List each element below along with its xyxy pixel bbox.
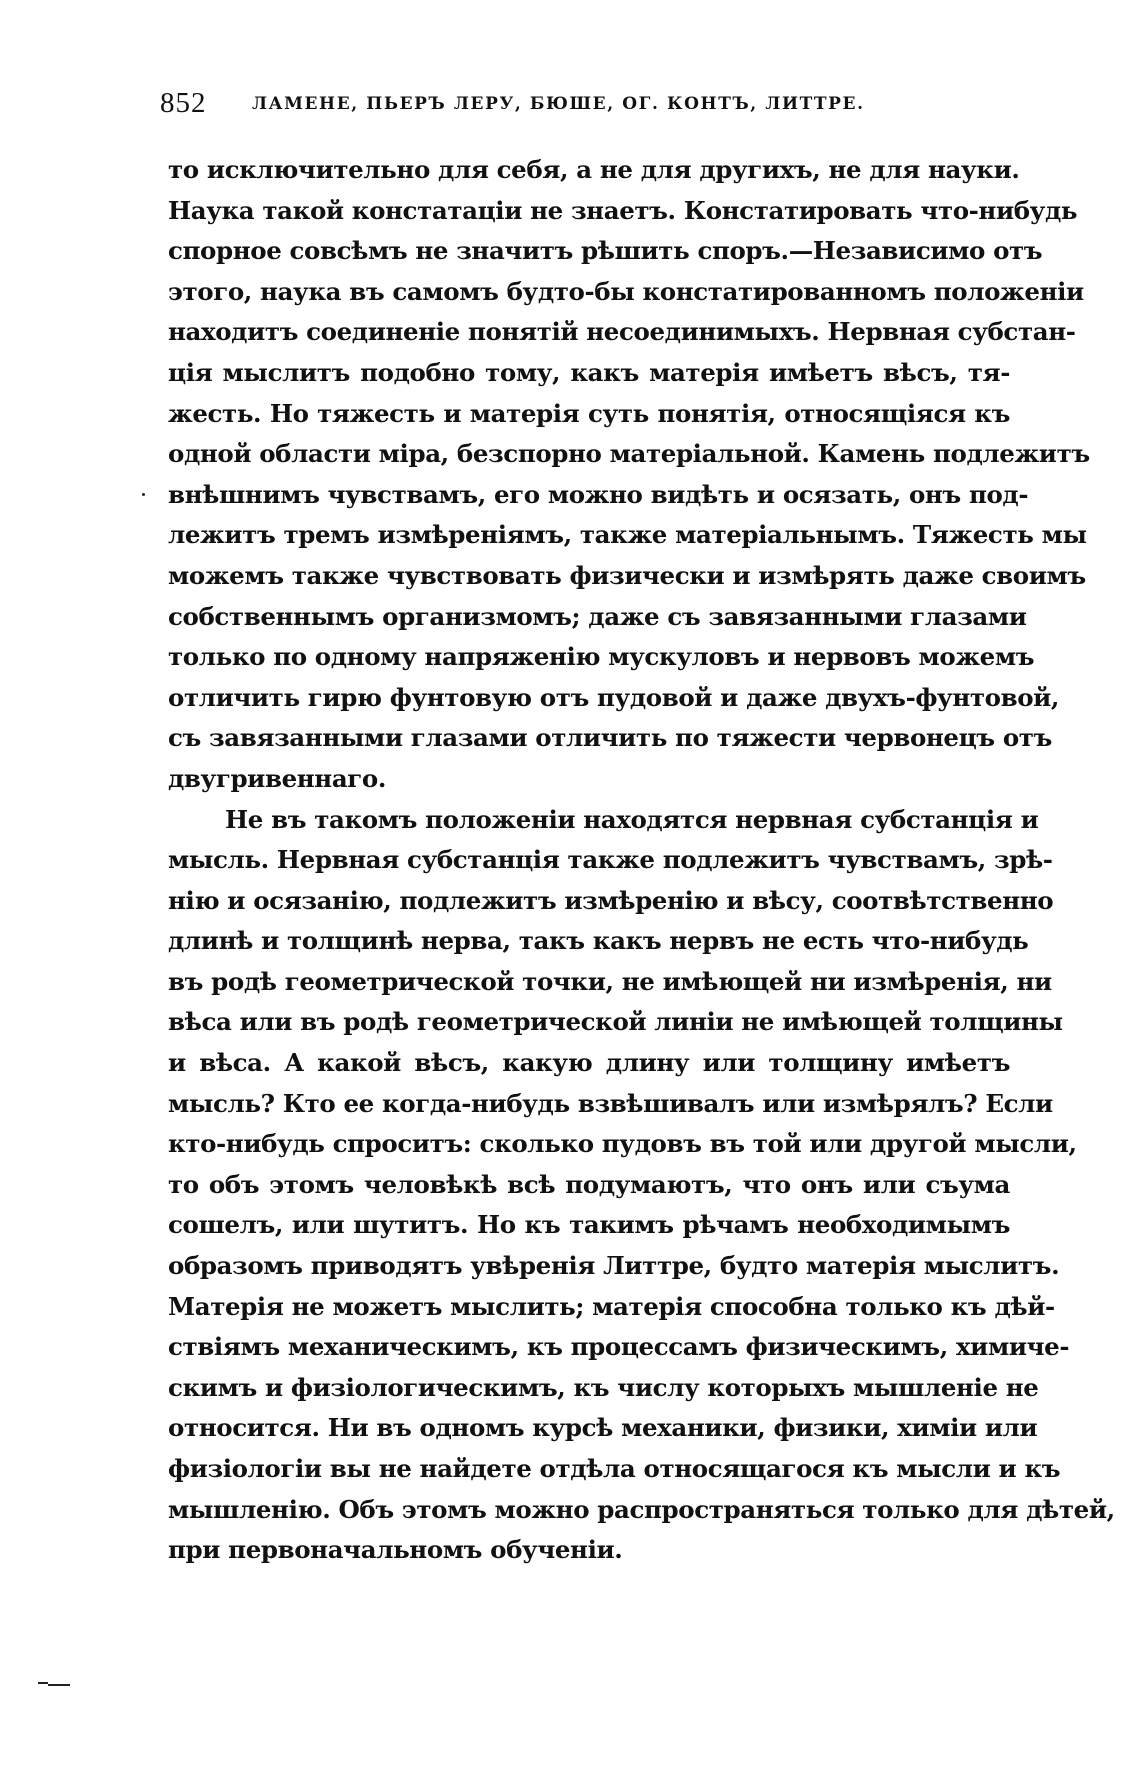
margin-mark-dot xyxy=(142,493,145,496)
page-header xyxy=(160,86,1020,126)
text-line: сошелъ, или шутитъ. Но къ такимъ рѣчамъ необходимымъ xyxy=(168,1210,1010,1240)
page-number: 852 xyxy=(160,87,207,119)
text-line: мысль. Нервная субстанція также подлежитъ чувствамъ, зрѣ- xyxy=(168,845,1053,875)
text-line: этого, наука въ самомъ будто-бы констатированномъ положеніи xyxy=(168,276,1084,306)
text-line: отличить гирю фунтовую отъ пудовой и даже двухъ-фунтовой, xyxy=(168,682,1060,712)
text-line: нію и осязанію, подлежитъ измѣренію и вѣсу, соотвѣтственно xyxy=(168,885,1054,915)
text-line: и вѣса. А какой вѣсъ, какую длину или толщину имѣетъ xyxy=(168,1048,1010,1078)
margin-mark-dash xyxy=(38,1681,72,1687)
text-line: можемъ также чувствовать физически и измѣрять даже своимъ xyxy=(168,560,1086,590)
text-line: жесть. Но тяжесть и матерія суть понятія, относящіяся къ xyxy=(168,398,1010,428)
text-line: внѣшнимъ чувствамъ, его можно видѣть и осязать, онъ под- xyxy=(168,479,1029,509)
paragraph-1 xyxy=(168,150,1090,800)
body-text xyxy=(168,150,1115,1571)
text-line: относится. Ни въ одномъ курсѣ механики, физики, химіи или xyxy=(168,1413,1038,1443)
text-line: ція мыслитъ подобно тому, какъ матерія имѣетъ вѣсъ, тя- xyxy=(168,357,1010,387)
text-line: вѣса или въ родѣ геометрической линіи не имѣющей толщины xyxy=(168,1007,1063,1037)
text-line: Не въ такомъ положеніи находятся нервная субстанція и xyxy=(225,804,1039,834)
text-line: собственнымъ организмомъ; даже съ завязанными глазами xyxy=(168,601,1027,631)
text-line: физіологіи вы не найдете отдѣла относящагося къ мысли и къ xyxy=(168,1454,1061,1483)
text-line: только по одному напряженію мускуловъ и нервовъ можемъ xyxy=(168,642,1035,672)
text-line: находитъ соединеніе понятій несоединимыхъ. Нервная субстан- xyxy=(168,317,1076,347)
text-line: при первоначальномъ обученіи. xyxy=(168,1535,623,1565)
text-line: лежитъ тремъ измѣреніямъ, также матеріальнымъ. Тяжесть мы xyxy=(168,520,1087,550)
text-line: съ завязанными глазами отличить по тяжести червонецъ отъ xyxy=(168,723,1052,753)
text-line: въ родѣ геометрической точки, не имѣющей ни измѣренія, ни xyxy=(168,966,1052,996)
text-line: спорное совсѣмъ не значитъ рѣшить споръ.—Независимо отъ xyxy=(168,236,1043,266)
paragraph-2 xyxy=(168,800,1115,1571)
text-line: образомъ приводятъ увѣренія Литтре, будто матерія мыслитъ. xyxy=(168,1251,1060,1281)
text-line: скимъ и физіологическимъ, къ числу которыхъ мышленіе не xyxy=(168,1372,1039,1402)
text-line: Наука такой констатаціи не знаетъ. Констатировать что-нибудь xyxy=(168,195,1078,225)
text-line: кто-нибудь спроситъ: сколько пудовъ въ той или другой мысли, xyxy=(168,1129,1077,1159)
text-line: Матерія не можетъ мыслить; матерія способна только къ дѣй- xyxy=(168,1291,1055,1321)
text-line: одной области міра, безспорно матеріальной. Камень подлежитъ xyxy=(168,439,1090,469)
text-line: мышленію. Объ этомъ можно распространяться только для дѣтей, xyxy=(168,1494,1115,1524)
text-line: длинѣ и толщинѣ нерва, такъ какъ нервъ не есть что-нибудь xyxy=(168,926,1029,956)
running-head: ЛАМЕНЕ, ПЬЕРЪ ЛЕРУ, БЮШЕ, ОГ. КОНТЪ, ЛИТТРЕ. xyxy=(252,94,865,114)
text-line: то объ этомъ человѣкѣ всѣ подумаютъ, что онъ или съума xyxy=(168,1169,1010,1199)
text-line: мысль? Кто ее когда-нибудь взвѣшивалъ или измѣрялъ? Если xyxy=(168,1088,1053,1118)
text-line: то исключительно для себя, а не для другихъ, не для науки. xyxy=(168,155,1020,184)
text-line: ствіямъ механическимъ, къ процессамъ физическимъ, химиче- xyxy=(168,1332,1070,1362)
text-line: двугривеннаго. xyxy=(168,763,386,793)
